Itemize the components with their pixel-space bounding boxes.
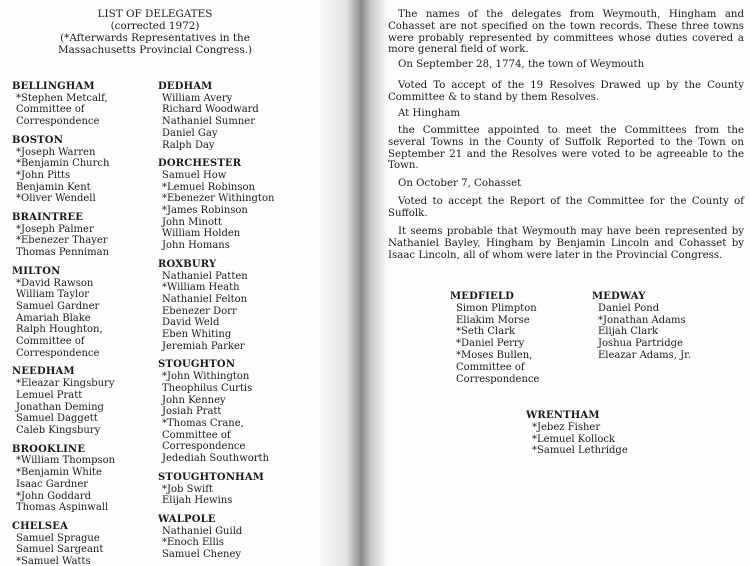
delegate-name: *Benjamin White — [16, 467, 102, 479]
delegate-name: Elijah Hewins — [162, 495, 233, 507]
delegate-name: *Seth Clark — [456, 326, 516, 338]
delegate-name: *Jebez Fisher — [532, 421, 601, 433]
delegate-name: Samuel Gardner — [16, 300, 100, 312]
delegate-name: Correspondence — [16, 116, 100, 128]
left-page — [0, 0, 362, 566]
delegate-name: Ralph Day — [162, 139, 215, 151]
delegate-name: Lemuel Pratt — [16, 389, 83, 401]
list-note-line-2: Massachusetts Provincial Congress.) — [57, 44, 253, 56]
list-subtitle: (corrected 1972) — [110, 20, 200, 32]
intro-paragraph: The names of the delegates from Weymouth, Hingham and Cohasset are not specified on the town records. These three towns were probably represented by committees whose duties covered a more general field of work. — [388, 9, 744, 56]
book-gutter-shadow — [318, 0, 388, 566]
town-name: STOUGHTONHAM — [158, 471, 265, 483]
medway-group — [592, 291, 742, 369]
town-name: CHELSEA — [12, 520, 69, 532]
delegate-name: Isaac Gardner — [16, 478, 89, 490]
delegate-name: Nathaniel Felton — [162, 293, 248, 305]
delegate-group — [12, 212, 152, 259]
delegate-name: *John Goddard — [16, 490, 92, 502]
representation-paragraph: It seems probable that Weymouth may have been represented by Nathaniel Bayley, Hingham by Benjamin Lincoln and Cohasset by Isaac Lincoln, all of whom were later in the Provincial Congress. — [388, 226, 744, 261]
town-name: BRAINTREE — [12, 212, 84, 224]
delegate-name: *Benjamin Church — [16, 158, 110, 170]
town-name: BELLINGHAM — [12, 81, 95, 92]
cohasset-date: On October 7, Cohasset — [398, 178, 522, 189]
delegate-name: William Holden — [162, 228, 241, 240]
delegate-group — [158, 359, 318, 464]
hingham-heading: At Hingham — [398, 108, 461, 119]
delegate-name: John Minott — [162, 216, 223, 228]
weymouth-vote: Voted To accept of the 19 Resolves Drawed up by the County Committee & to stand by them Resolves. — [388, 80, 744, 103]
delegate-name: Nathaniel Patten — [162, 270, 248, 282]
delegate-name: *Moses Bullen, — [456, 349, 533, 361]
delegate-name: Correspondence — [16, 347, 100, 359]
delegate-name: Amariah Blake — [16, 312, 91, 324]
delegate-name: John Kenney — [162, 394, 226, 406]
delegate-name: *James Robinson — [162, 205, 248, 217]
wrentham-group — [526, 410, 676, 464]
delegate-group — [592, 291, 742, 362]
delegate-name: Elijah Clark — [598, 326, 659, 338]
town-name: ROXBURY — [158, 258, 217, 270]
delegate-name: Nathaniel Guild — [162, 525, 243, 537]
delegate-name: *William Heath — [162, 282, 240, 294]
delegate-name: Committee of — [162, 429, 231, 441]
delegate-name: William Avery — [162, 92, 233, 104]
delegate-name: *Lemuel Robinson — [162, 181, 255, 193]
delegate-group — [12, 444, 152, 514]
delegate-group — [12, 266, 152, 360]
delegate-name: Simon Plimpton — [456, 302, 537, 314]
delegate-group — [158, 472, 318, 507]
delegate-name: Samuel Sprague — [16, 532, 100, 544]
delegate-name: *Ebenezer Thayer — [16, 235, 108, 247]
delegate-name: Jedediah Southworth — [162, 453, 270, 465]
town-name: STOUGHTON — [158, 359, 236, 371]
delegate-group — [158, 514, 318, 561]
town-name: MEDFIELD — [450, 291, 515, 302]
delegate-name: Ralph Houghton, — [16, 324, 103, 336]
delegate-name: *Jonathan Adams — [598, 314, 686, 326]
delegate-name: *Enoch Ellis — [162, 537, 225, 549]
hingham-report: the Committee appointed to meet the Committees from the several Towns in the County of Suffolk Reported to the Town on September 21 and the Resolves were voted to be agreeable to the Town. — [388, 125, 744, 172]
delegate-name: Committee of — [16, 104, 85, 116]
delegate-name: *Joseph Palmer — [16, 223, 94, 235]
town-name: DORCHESTER — [158, 158, 242, 170]
delegate-name: Thomas Penniman — [16, 247, 110, 259]
town-name: MEDWAY — [592, 291, 646, 302]
delegate-name: Correspondence — [162, 441, 246, 453]
delegate-name: Thomas Aspinwall — [16, 502, 109, 514]
town-name: NEEDHAM — [12, 366, 75, 378]
town-name: WALPOLE — [158, 513, 216, 525]
delegate-name: Committee of — [456, 361, 525, 373]
list-header — [40, 8, 270, 56]
delegates-column-1 — [12, 81, 152, 566]
delegate-name: *Daniel Perry — [456, 338, 525, 350]
delegate-name: Jonathan Deming — [16, 401, 104, 413]
delegate-name: *Samuel Watts — [16, 556, 91, 566]
delegate-name: Samuel Daggett — [16, 413, 98, 425]
delegate-name: Samuel How — [162, 169, 227, 181]
delegate-name: *John Pitts — [16, 169, 71, 181]
medfield-group — [450, 291, 580, 392]
delegate-group — [526, 410, 676, 457]
delegate-name: Committee of — [16, 336, 85, 348]
delegate-group — [158, 158, 318, 252]
delegate-group — [158, 81, 318, 151]
delegate-name: Correspondence — [456, 373, 540, 385]
delegate-name: Jeremiah Parker — [162, 340, 245, 352]
delegate-name: Samuel Cheney — [162, 549, 242, 561]
delegate-name: John Homans — [162, 240, 230, 252]
town-name: WRENTHAM — [526, 410, 600, 421]
list-note-line-1: (*Afterwards Representatives in the — [60, 32, 250, 44]
delegate-name: *Job Swift — [162, 483, 213, 495]
delegate-name: *John Withington — [162, 371, 250, 383]
delegate-name: *Oliver Wendell — [16, 193, 96, 205]
delegate-group — [12, 366, 152, 436]
delegate-name: *William Thompson — [16, 455, 116, 467]
delegate-name: *Thomas Crane, — [162, 417, 244, 429]
delegate-name: Ebenezer Dorr — [162, 305, 237, 317]
delegate-name: Theophilus Curtis — [162, 382, 253, 394]
town-name: BOSTON — [12, 134, 64, 146]
delegate-name: *Ebenezer Withington — [162, 193, 275, 205]
delegate-name: *David Rawson — [16, 277, 94, 289]
delegate-name: *Lemuel Kollock — [532, 433, 616, 445]
delegate-name: Samuel Sargeant — [16, 544, 104, 556]
delegate-group — [450, 291, 580, 385]
delegate-name: Eben Whiting — [162, 329, 232, 341]
delegate-name: Richard Woodward — [162, 104, 259, 116]
delegate-name: David Weld — [162, 317, 220, 329]
delegate-name: *Samuel Lethridge — [532, 445, 628, 457]
delegate-group — [158, 259, 318, 353]
delegate-name: Benjamin Kent — [16, 181, 91, 193]
town-name: BROOKLINE — [12, 443, 86, 455]
weymouth-date: On September 28, 1774, the town of Weymouth — [398, 59, 645, 70]
town-name: MILTON — [12, 265, 61, 277]
right-page — [362, 0, 750, 566]
town-name: DEDHAM — [158, 81, 213, 92]
delegate-name: *Eleazar Kingsbury — [16, 378, 115, 390]
delegate-group — [12, 81, 152, 128]
delegate-name: William Taylor — [16, 289, 90, 301]
cohasset-vote: Voted to accept the Report of the Committee for the County of Suffolk. — [388, 196, 744, 219]
delegate-name: Caleb Kingsbury — [16, 424, 101, 436]
delegate-group — [12, 135, 152, 205]
delegate-name: *Joseph Warren — [16, 146, 96, 158]
delegate-name: Daniel Pond — [598, 302, 660, 314]
delegate-name: Josiah Pratt — [162, 406, 222, 418]
delegate-group — [12, 521, 152, 566]
delegates-column-2 — [158, 81, 318, 566]
delegate-name: Eleazar Adams, Jr. — [598, 349, 691, 361]
delegate-name: Nathaniel Sumner — [162, 116, 255, 128]
delegate-name: Joshua Partridge — [598, 338, 683, 350]
delegate-name: *Stephen Metcalf, — [16, 92, 108, 104]
delegate-name: Daniel Gay — [162, 127, 218, 139]
list-title: LIST OF DELEGATES — [97, 8, 213, 20]
delegate-name: Eliakim Morse — [456, 314, 530, 326]
